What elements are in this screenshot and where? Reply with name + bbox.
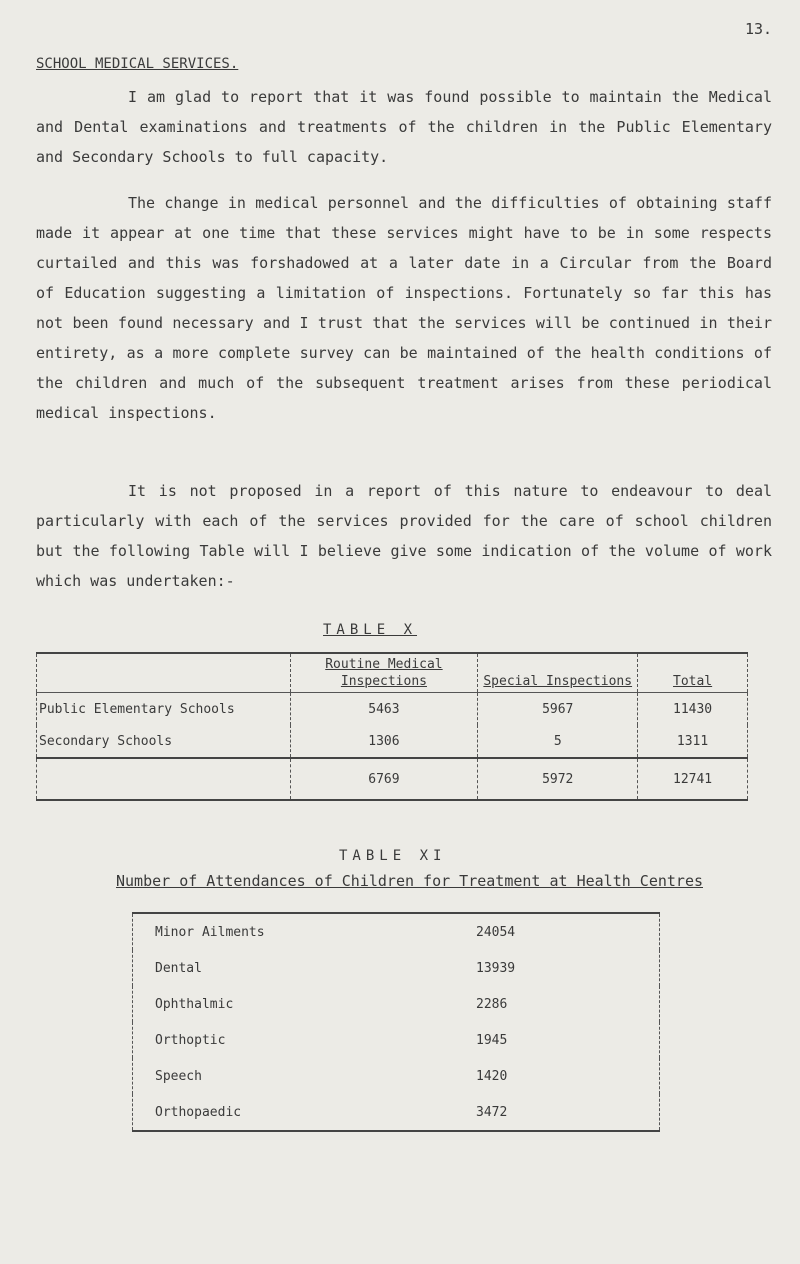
cell-special: 5 — [478, 725, 638, 758]
total-special: 5972 — [478, 758, 638, 800]
cell-total: 11430 — [638, 693, 748, 726]
table-11-attendances — [132, 912, 660, 1132]
table-row — [133, 913, 660, 950]
row-label: Secondary Schools — [37, 725, 291, 758]
totals-label — [37, 758, 291, 800]
paragraph-table-intro — [36, 476, 772, 596]
table-row — [37, 693, 748, 726]
row-label: Public Elementary Schools — [37, 693, 291, 726]
paragraph-intro — [36, 82, 772, 172]
table-row — [133, 1058, 660, 1094]
table-header-row — [37, 653, 748, 693]
attendance-count: 2286 — [406, 986, 660, 1022]
cell-special: 5967 — [478, 693, 638, 726]
attendance-count: 3472 — [406, 1094, 660, 1131]
treatment-name: Speech — [133, 1058, 407, 1094]
paragraph-intro-text: I am glad to report that it was found possible to maintain the Medical and Dental examinations and treatments of the children in the Public Elementary and Secondary Schools to full capacity. — [36, 88, 772, 166]
attendance-count: 1945 — [406, 1022, 660, 1058]
table-row — [133, 1094, 660, 1131]
table-11-subtitle: Number of Attendances of Children for Treatment at Health Centres — [116, 872, 703, 890]
header-total-text: Total — [673, 674, 713, 689]
table-10-inspections — [36, 652, 748, 801]
treatment-name: Ophthalmic — [133, 986, 407, 1022]
treatment-name: Minor Ailments — [133, 913, 407, 950]
header-special — [478, 653, 638, 693]
header-routine-text: Routine Medical Inspections — [325, 657, 443, 689]
page-number: 13. — [745, 20, 773, 38]
section-heading: SCHOOL MEDICAL SERVICES. — [36, 56, 239, 72]
cell-total: 1311 — [638, 725, 748, 758]
paragraph-staffing-text: The change in medical personnel and the difficulties of obtaining staff made it appear at one time that these services might have to be in some respects curtailed and this was forshadowed at a later date in a Circular from the Board of Education suggesting a limitation of inspections. Fortunately so far this has not been found necessary and I trust that the services will be continued in their entirety, as a more complete survey can be maintained of the health conditions of the children and much of the subsequent treatment arises from these periodical medical inspections. — [36, 194, 772, 422]
table-row — [133, 986, 660, 1022]
table-row — [133, 950, 660, 986]
table-11-title: TABLE XI — [339, 848, 447, 864]
totals-row — [37, 758, 748, 800]
treatment-name: Orthopaedic — [133, 1094, 407, 1131]
header-routine — [290, 653, 478, 693]
paragraph-staffing — [36, 188, 772, 428]
table-row — [37, 725, 748, 758]
table-10-title: TABLE X — [323, 622, 418, 638]
total-total: 12741 — [638, 758, 748, 800]
header-blank — [37, 653, 291, 693]
attendance-count: 1420 — [406, 1058, 660, 1094]
attendance-count: 13939 — [406, 950, 660, 986]
treatment-name: Dental — [133, 950, 407, 986]
header-special-text: Special Inspections — [483, 674, 633, 689]
cell-routine: 5463 — [290, 693, 478, 726]
cell-routine: 1306 — [290, 725, 478, 758]
header-total — [638, 653, 748, 693]
total-routine: 6769 — [290, 758, 478, 800]
paragraph-table-intro-text: It is not proposed in a report of this nature to endeavour to deal particularly with each of the services provided for the care of school children but the following Table will I believe give some indication of the volume of work which was undertaken:- — [36, 482, 772, 590]
treatment-name: Orthoptic — [133, 1022, 407, 1058]
attendance-count: 24054 — [406, 913, 660, 950]
table-row — [133, 1022, 660, 1058]
